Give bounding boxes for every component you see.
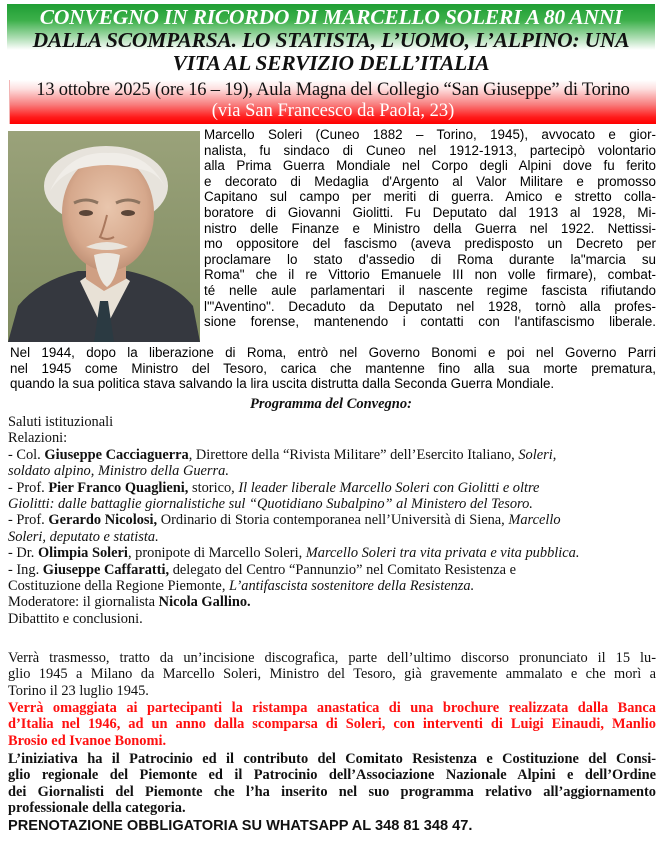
event-date-venue: 13 ottobre 2025 (ore 16 – 19), Aula Magna del Collegio “San Giuseppe” di Torino	[36, 80, 630, 100]
speaker-role: storico,	[188, 479, 239, 496]
gift-line: Verrà omaggiata ai partecipanti la ristampa anastatica di una brochure realizzata dalla Banca	[8, 700, 656, 716]
speaker-name: Pier Franco Quaglieni,	[48, 479, 189, 496]
talk-title: Marcello	[508, 512, 561, 529]
bio-line: Roma" che il re Vittorio Emanuele III non volle firmare), combat-	[204, 267, 656, 283]
bio-line: Marcello Soleri (Cuneo 1882 – Torino, 1945), avvocato e gior-	[204, 127, 656, 142]
bio-line: té nelle aule parlamentari il nascente regime fascista rifiutando	[204, 282, 656, 298]
talk-title-cont: Giolitti: dalle battaglie giornalistiche sul “Quotidiano Subalpino” al Ministero del Tesoro.	[8, 496, 533, 513]
speaker-name: Giuseppe Caffaratti,	[42, 561, 170, 578]
speaker-name: Olimpia Soleri	[37, 545, 128, 562]
speaker-item	[8, 562, 656, 595]
bio-line: l'"Aventino". Decaduto da Deputato nel 1928, tornò alla profes-	[204, 298, 656, 314]
bio-line: mo oppositore del fascismo (aveva predisposto un Decreto per	[204, 236, 656, 252]
event-address: (via San Francesco da Paola, 23)	[211, 101, 455, 121]
greetings-item: Saluti istituzionali	[8, 414, 114, 430]
speaker-role-cont: Costituzione della Regione Piemonte,	[8, 578, 230, 595]
talk-title: Il leader liberale Marcello Soleri con Giolitti e oltre	[238, 479, 540, 496]
bio-line: alla Prima Guerra Mondiale nel Corpo degli Alpini dove fu ferito	[204, 158, 656, 174]
speaker-prefix: - Prof.	[8, 479, 49, 496]
broadcast-line: glio 1945 a Milano da Marcello Soleri, Ministro del Tesoro, già gravemente ammalato e che morì a	[8, 666, 656, 683]
program-list	[8, 414, 656, 627]
speaker-role: , Direttore della “Rivista Militare” dell’Esercito Italiano,	[188, 446, 519, 463]
patronage-line: glio regionale del Piemonte ed il Patrocinio dell’Associazione Nazionale Alpini e dell’Ordine	[8, 767, 656, 784]
bio-line: sione forense, mantenendo i contatti con l'antifascismo liberale.	[204, 314, 656, 330]
bio-line: nistro delle Finanze e Ministro della Guerra nel 1922. Nettissi-	[204, 220, 656, 236]
event-title-line-3: VITA AL SERVIZIO DELL’ITALIA	[172, 51, 490, 75]
bio-line: Nel 1944, dopo la liberazione di Roma, entrò nel Governo Bonomi e poi nel Governo Parri	[10, 345, 656, 360]
bio-line: e decorato di Medaglia d'Argento al Valor Militare e promosso	[204, 173, 656, 189]
speaker-role: Ordinario di Storia contemporanea nell’Università di Siena,	[157, 512, 509, 529]
reports-label: Relazioni:	[8, 430, 68, 447]
moderator-prefix: Moderatore: il giornalista	[8, 594, 159, 611]
speaker-role: delegato del Centro “Pannunzio” nel Comitato Resistenza e	[169, 561, 516, 578]
speaker-prefix: - Col.	[8, 446, 45, 463]
closing-item: Dibattito e conclusioni.	[8, 610, 143, 627]
biography-text-bottom	[10, 345, 656, 392]
gift-line: d’Italia nel 1946, ad un anno dalla scomparsa di Soleri, con interventi di Luigi Einaudi, Manlio	[8, 716, 656, 733]
broadcast-note	[8, 650, 656, 699]
speaker-name: Giuseppe Cacciaguerra	[44, 446, 189, 463]
patronage-note	[8, 751, 656, 817]
moderator-item	[8, 594, 656, 610]
date-venue-banner	[9, 80, 656, 124]
speaker-item	[8, 512, 656, 545]
biography-text-right	[204, 127, 656, 345]
event-title-line-2: DALLA SCOMPARSA. LO STATISTA, L’UOMO, L’ALPINO: UNA	[32, 28, 630, 52]
portrait-image	[8, 131, 200, 342]
portrait-illustration	[8, 131, 200, 342]
talk-title-cont: soldato alpino, Ministro della Guerra.	[8, 463, 229, 480]
speaker-role: , pronipote di Marcello Soleri,	[127, 545, 306, 562]
moderator-name: Nicola Gallino.	[158, 594, 251, 611]
patronage-line: professionale della categoria.	[8, 800, 186, 817]
talk-title: Marcello Soleri tra vita privata e vita pubblica.	[305, 545, 580, 562]
bio-line: quando la sua politica stava salvando la lira uscita distrutta dalla Seconda Guerra Mondiale.	[10, 376, 555, 392]
speaker-name: Gerardo Nicolosi,	[48, 512, 158, 529]
bio-line: nel 1945 come Ministro del Tesoro, carica che mantenne fino alla sua morte prematura,	[10, 360, 656, 376]
broadcast-line: Verrà trasmesso, tratto da un’incisione discografica, parte dell’ultimo discorso pronunciato il 15 lu-	[8, 650, 656, 666]
gift-line: Brosio ed Ivanoe Bonomi.	[8, 732, 167, 749]
speaker-item	[8, 545, 656, 561]
event-title-banner	[7, 4, 655, 78]
speaker-item	[8, 447, 656, 480]
speaker-prefix: - Ing.	[8, 561, 43, 578]
program-heading: Programma del Convegno:	[250, 396, 412, 412]
patronage-line: dei Giornalisti del Piemonte che l’ha inserito nel suo programma relativo all’aggiornamento	[8, 783, 656, 800]
patronage-line: L’iniziativa ha il Patrocinio ed il contributo del Comitato Resistenza e Costituzione del Consi-	[8, 751, 656, 767]
gift-note	[8, 700, 656, 749]
speaker-prefix: - Dr.	[8, 545, 38, 562]
bio-line: boratore di Giovanni Giolitti. Fu Deputato dal 1913 al 1928, Mi-	[204, 204, 656, 220]
broadcast-line: Torino il 23 luglio 1945.	[8, 682, 149, 699]
bio-line: proclamare lo stato d'assedio di Roma durante la"marcia su	[204, 251, 656, 267]
bio-line: nalista, fu sindaco di Cuneo nel 1912-1913, partecipò volontario	[204, 142, 656, 158]
talk-title: Soleri,	[518, 446, 557, 463]
speaker-prefix: - Prof.	[8, 512, 49, 529]
talk-title: L’antifascista sostenitore della Resistenza.	[229, 578, 475, 595]
booking-notice: PRENOTAZIONE OBBLIGATORIA SU WHATSAPP AL 348 81 348 47.	[8, 818, 473, 834]
event-title-line-1: CONVEGNO IN RICORDO DI MARCELLO SOLERI A 80 ANNI	[39, 5, 623, 29]
talk-title-cont: Soleri, deputato e statista.	[8, 528, 159, 545]
speaker-item	[8, 480, 656, 513]
bio-line: Capitano sul campo per meriti di guerra. Amico e stretto colla-	[204, 189, 656, 205]
